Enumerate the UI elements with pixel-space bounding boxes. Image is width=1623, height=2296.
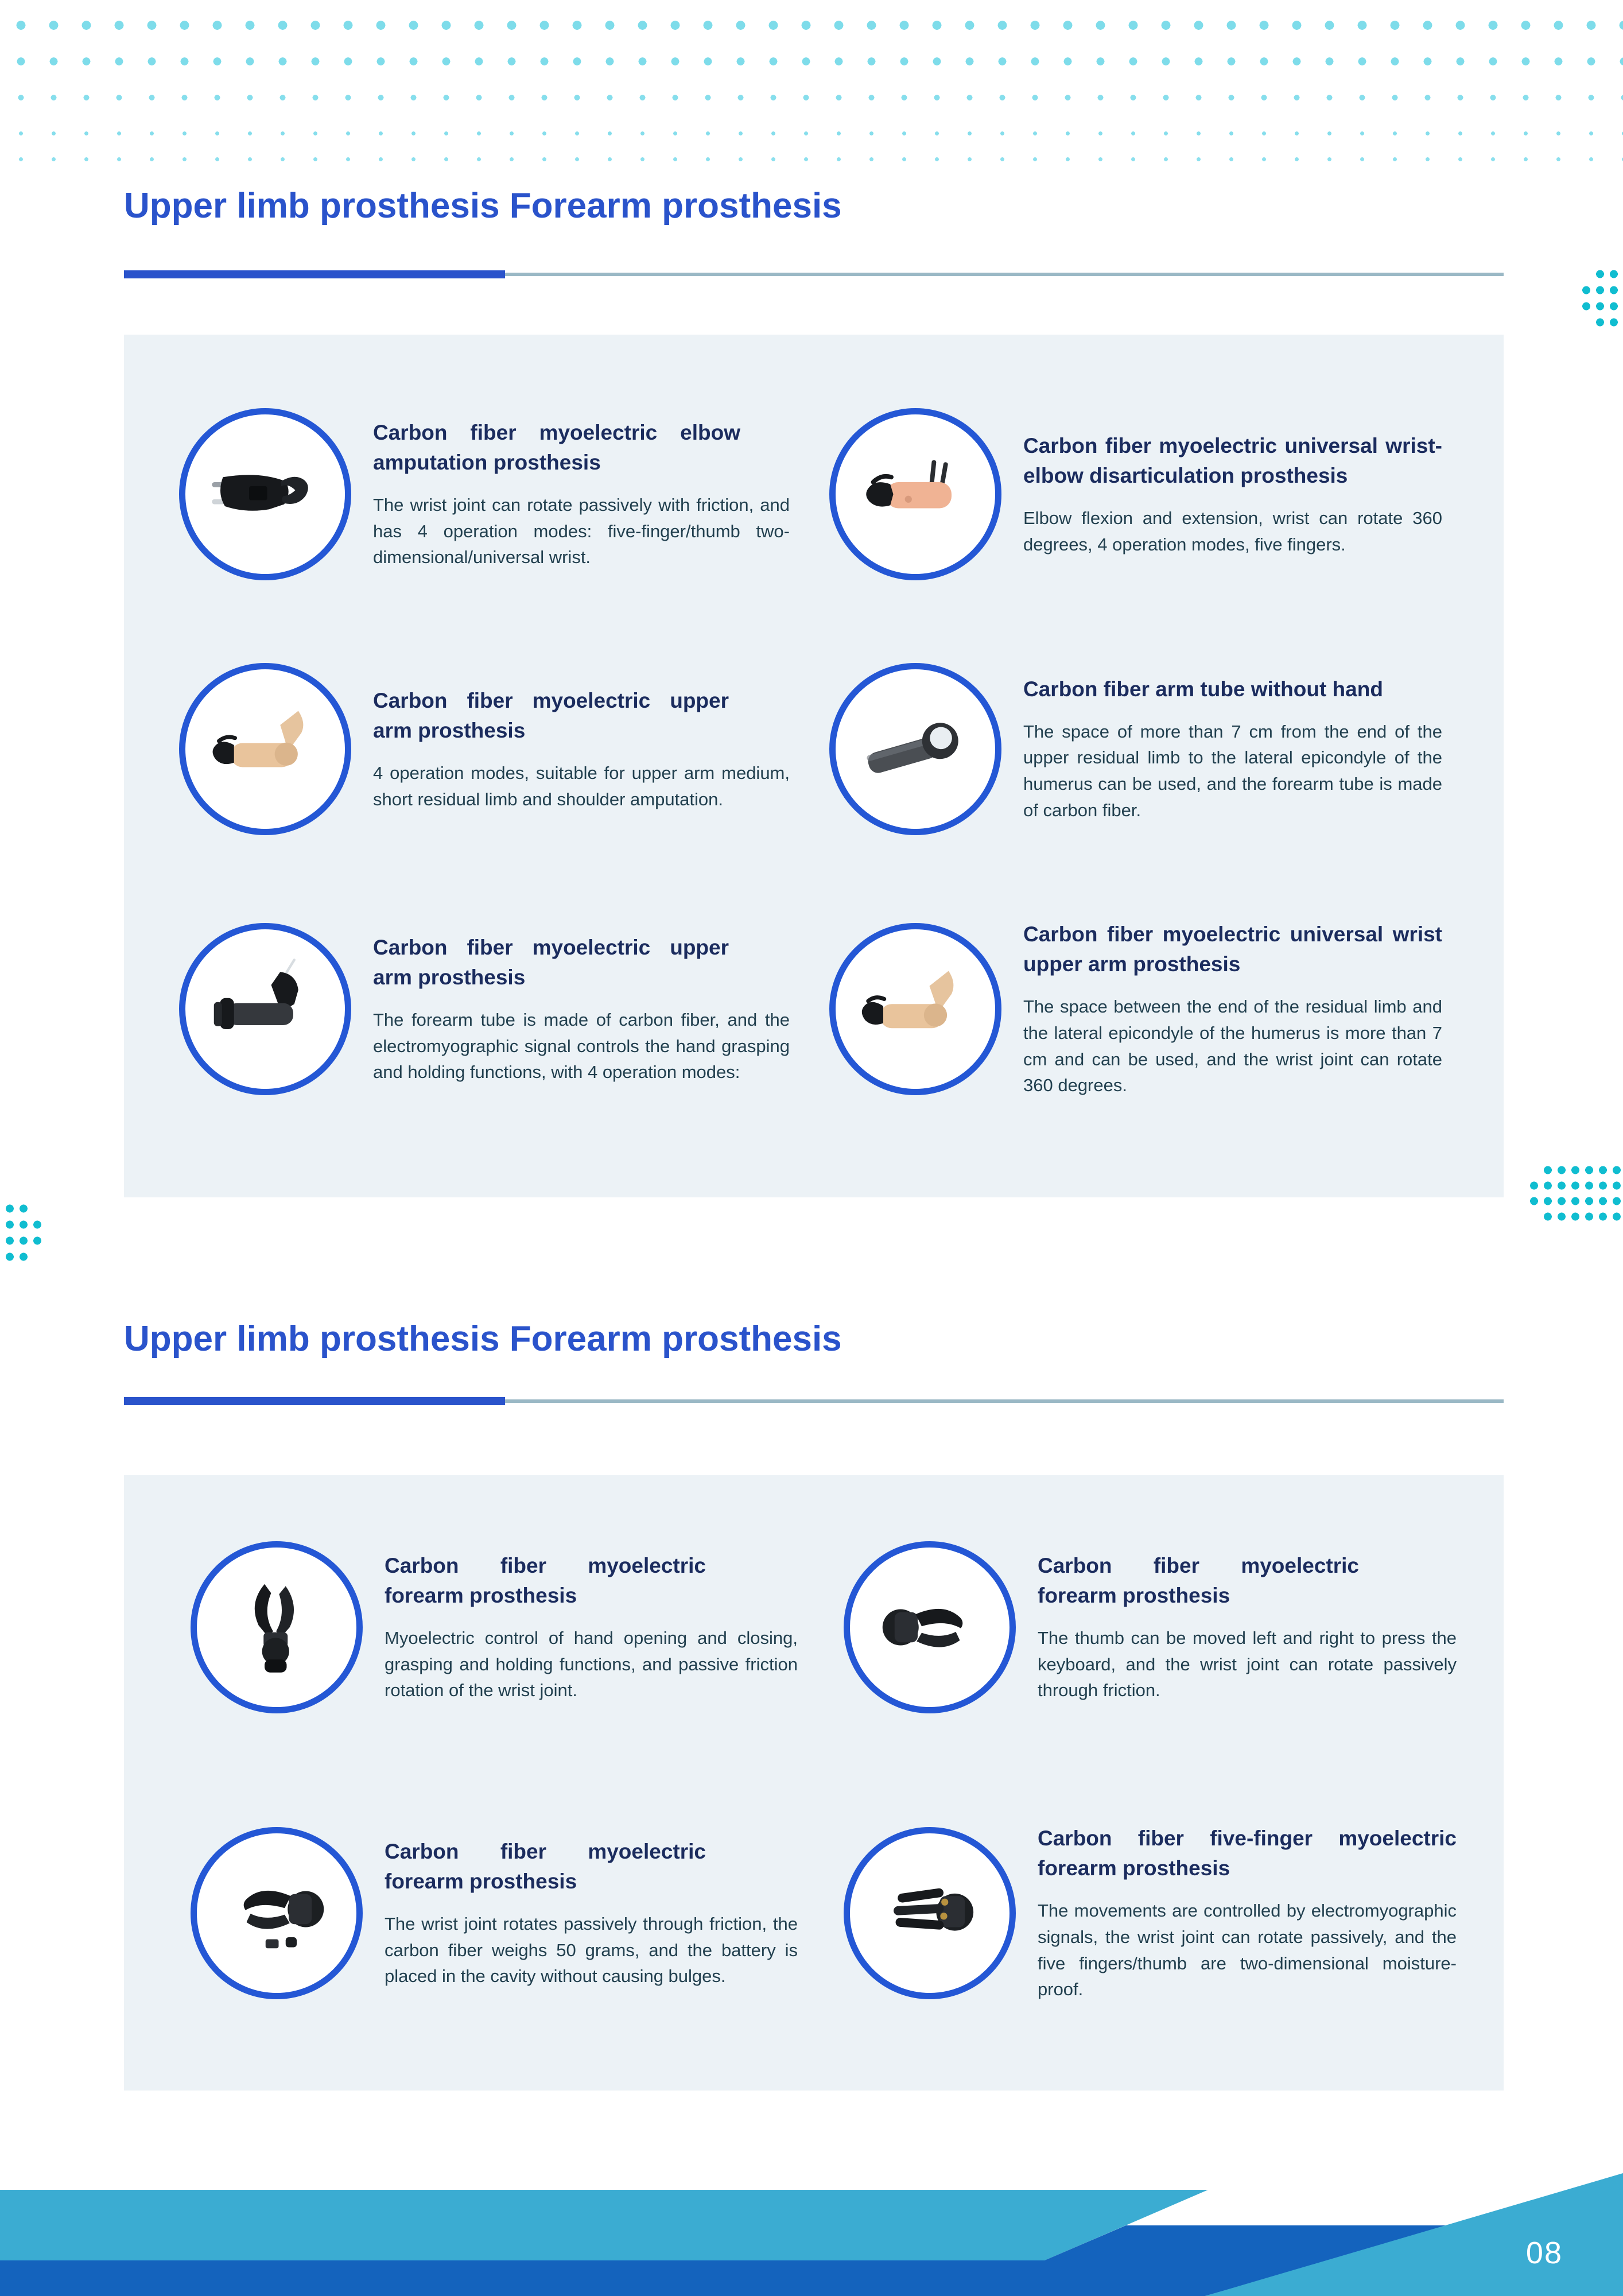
product-photo-circle <box>191 1827 363 1999</box>
product-description: The thumb can be moved left and right to press the keyboard, and the wrist joint can rotate passively through friction. <box>1038 1627 1457 1701</box>
product-description: 4 operation modes, suitable for upper arm medium, short residual limb and shoulder amputation. <box>373 762 790 809</box>
product-title: Carbon fiber myoelectric upper arm prosthesis <box>373 688 729 743</box>
product-photo <box>216 1567 337 1688</box>
product-card <box>844 1827 1457 1999</box>
product-photo <box>869 1853 990 1973</box>
product-description: The movements are controlled by electromyographic signals, the wrist joint can rotate passively, and the five fingers/thumb are two-dimensional moisture-proof. <box>1038 1900 1457 2000</box>
product-description: The space of more than 7 cm from the end of the upper residual limb to the lateral epicondyle of the humerus can be used, and the forearm tube is made of carbon fiber. <box>1023 721 1442 821</box>
footer-wave <box>0 2164 1623 2296</box>
product-card <box>191 1541 798 1713</box>
product-card <box>191 1827 798 1999</box>
top-dot-pattern-row <box>0 21 1623 30</box>
top-dot-pattern-row <box>0 95 1623 100</box>
section-title: Upper limb prosthesis Forearm prosthesis <box>124 1319 842 1359</box>
product-title: Carbon fiber myoelectric forearm prosthesis <box>385 1839 706 1894</box>
product-photo <box>205 949 325 1069</box>
top-dot-pattern-row <box>0 57 1623 65</box>
product-description: Myoelectric control of hand opening and closing, grasping and holding functions, and passive friction rotation of the wrist joint. <box>385 1627 798 1701</box>
product-photo-circle <box>829 923 1001 1095</box>
product-photo <box>855 689 976 809</box>
product-card <box>179 408 790 580</box>
title-divider <box>124 1397 1504 1405</box>
product-photo <box>216 1853 337 1973</box>
product-title: Carbon fiber myoelectric upper arm prosthesis <box>373 935 729 990</box>
product-title: Carbon fiber arm tube without hand <box>1023 677 1383 701</box>
product-description: The wrist joint rotates passively through friction, the carbon fiber weighs 50 grams, and the battery is placed in the cavity without causing bulges. <box>385 1913 798 1987</box>
divider-accent-bar <box>124 1397 505 1405</box>
top-dot-pattern-row <box>0 157 1623 161</box>
product-photo <box>205 434 325 554</box>
product-card-section <box>124 335 1504 1197</box>
product-title: Carbon fiber myoelectric universal wrist-elbow disarticulation prosthesis <box>1023 433 1442 488</box>
product-description: The space between the end of the residual limb and the lateral epicondyle of the humerus is more than 7 cm and can be used, and the wrist joint can rotate 360 degrees. <box>1023 996 1442 1096</box>
product-photo <box>869 1567 990 1688</box>
product-card <box>829 923 1442 1095</box>
divider-accent-bar <box>124 270 505 278</box>
product-title: Carbon fiber myoelectric forearm prosthesis <box>385 1553 706 1608</box>
page-number: 08 <box>1525 2236 1563 2270</box>
product-title: Carbon fiber myoelectric elbow amputation prosthesis <box>373 420 740 475</box>
product-card <box>829 408 1442 580</box>
product-card <box>844 1541 1457 1713</box>
product-description: The forearm tube is made of carbon fiber, and the electromyographic signal controls the hand grasping and holding functions, with 4 operation modes: <box>373 1009 790 1083</box>
section-title: Upper limb prosthesis Forearm prosthesis <box>124 186 842 226</box>
product-title: Carbon fiber myoelectric forearm prosthesis <box>1038 1553 1359 1608</box>
top-dot-pattern-row <box>0 131 1623 135</box>
product-photo-circle <box>844 1827 1016 1999</box>
product-card <box>829 663 1442 835</box>
product-card <box>179 923 790 1095</box>
product-description: Elbow flexion and extension, wrist can rotate 360 degrees, 4 operation modes, five fingers. <box>1023 507 1442 554</box>
title-divider <box>124 270 1504 278</box>
product-description: The wrist joint can rotate passively with friction, and has 4 operation modes: five-finger/thumb two-dimensional/universal wrist. <box>373 494 790 568</box>
product-photo-circle <box>179 923 351 1095</box>
footer-light-band <box>0 2190 1208 2260</box>
product-photo-circle <box>829 663 1001 835</box>
product-title: Carbon fiber five-finger myoelectric forearm prosthesis <box>1038 1826 1457 1880</box>
product-photo-circle <box>191 1541 363 1713</box>
product-photo <box>855 949 976 1069</box>
product-photo-circle <box>844 1541 1016 1713</box>
product-photo-circle <box>179 663 351 835</box>
product-card <box>179 663 790 835</box>
product-photo <box>205 689 325 809</box>
product-photo <box>855 434 976 554</box>
product-title: Carbon fiber myoelectric universal wrist upper arm prosthesis <box>1023 922 1442 976</box>
product-photo-circle <box>829 408 1001 580</box>
product-photo-circle <box>179 408 351 580</box>
product-card-section <box>124 1475 1504 2091</box>
